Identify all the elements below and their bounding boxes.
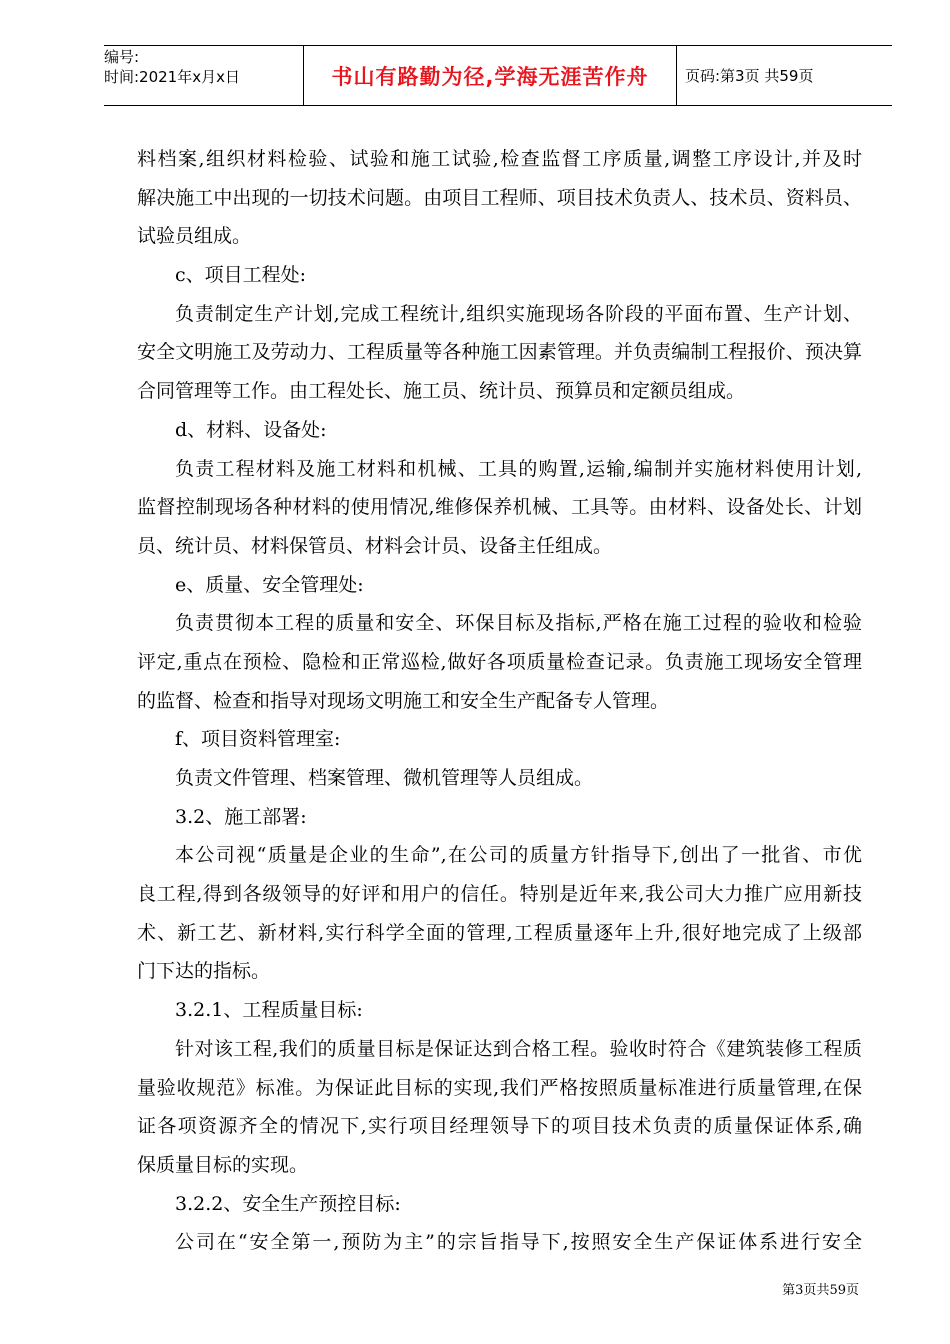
body-line: 负责文件管理、档案管理、微机管理等人员组成。	[175, 767, 594, 789]
section-heading: 3.2、施工部署:	[175, 805, 307, 828]
body-line: 员、统计员、材料保管员、材料会计员、设备主任组成。	[137, 534, 613, 557]
document-body	[137, 140, 862, 1262]
body-line: 的监督、检查和指导对现场文明施工和安全生产配备专人管理。	[137, 689, 670, 712]
body-line: 良工程,得到各级领导的好评和用户的信任。特别是近年来,我公司大力推广应用新技	[137, 883, 862, 906]
section-heading: e、质量、安全管理处:	[175, 573, 364, 596]
body-line: 术、新工艺、新材料,实行科学全面的管理,工程质量逐年上升,很好地完成了上级部	[137, 921, 862, 944]
body-line: 门下达的指标。	[137, 960, 271, 983]
body-line: 负责工程材料及施工材料和机械、工具的购置,运输,编制并实施材料使用计划,	[175, 457, 862, 480]
header-motto: 书山有路勤为径,学海无涯苦作舟	[304, 46, 677, 105]
section-heading: 3.2.1、工程质量目标:	[175, 999, 363, 1022]
body-line: 安全文明施工及劳动力、工程质量等各种施工因素管理。并负责编制工程报价、预决算	[137, 341, 862, 364]
section-heading: d、材料、设备处:	[175, 418, 327, 441]
body-line: 量验收规范》标准。为保证此目标的实现,我们严格按照质量标准进行质量管理,在保	[137, 1076, 862, 1099]
body-line: 解决施工中出现的一切技术问题。由项目工程师、项目技术负责人、技术员、资料员、	[137, 186, 862, 209]
header-page-number: 页码:第3页 共59页	[685, 67, 814, 85]
document-number-label: 编号:	[104, 48, 140, 66]
body-line: 公司在“安全第一,预防为主”的宗旨指导下,按照安全生产保证体系进行安全	[175, 1231, 862, 1254]
document-time-label: 时间:2021年x月x日	[104, 68, 240, 86]
body-line: 负责制定生产计划,完成工程统计,组织实施现场各阶段的平面布置、生产计划、	[175, 302, 862, 325]
page-footer-number: 第3页共59页	[782, 1283, 859, 1298]
body-line: 针对该工程,我们的质量目标是保证达到合格工程。验收时符合《建筑装修工程质	[175, 1037, 862, 1060]
section-heading: f、项目资料管理室:	[175, 728, 341, 751]
body-line: 料档案,组织材料检验、试验和施工试验,检查监督工序质量,调整工序设计,并及时	[137, 148, 862, 170]
body-line: 合同管理等工作。由工程处长、施工员、统计员、预算员和定额员组成。	[137, 380, 746, 403]
header-meta	[104, 46, 304, 105]
body-line: 本公司视“质量是企业的生命”,在公司的质量方针指导下,创出了一批省、市优	[175, 844, 862, 867]
section-heading: 3.2.2、安全生产预控目标:	[175, 1192, 401, 1215]
page-header	[104, 45, 892, 106]
body-line: 试验员组成。	[137, 225, 252, 248]
body-line: 证各项资源齐全的情况下,实行项目经理领导下的项目技术负责的质量保证体系,确	[137, 1115, 862, 1138]
body-line: 保质量目标的实现。	[137, 1153, 309, 1176]
body-line: 评定,重点在预检、隐检和正常巡检,做好各项质量检查记录。负责施工现场安全管理	[137, 650, 862, 673]
body-line: 负责贯彻本工程的质量和安全、环保目标及指标,严格在施工过程的验收和检验	[175, 612, 862, 635]
body-line: 监督控制现场各种材料的使用情况,维修保养机械、工具等。由材料、设备处长、计划	[137, 496, 862, 519]
section-heading: c、项目工程处:	[175, 264, 307, 287]
